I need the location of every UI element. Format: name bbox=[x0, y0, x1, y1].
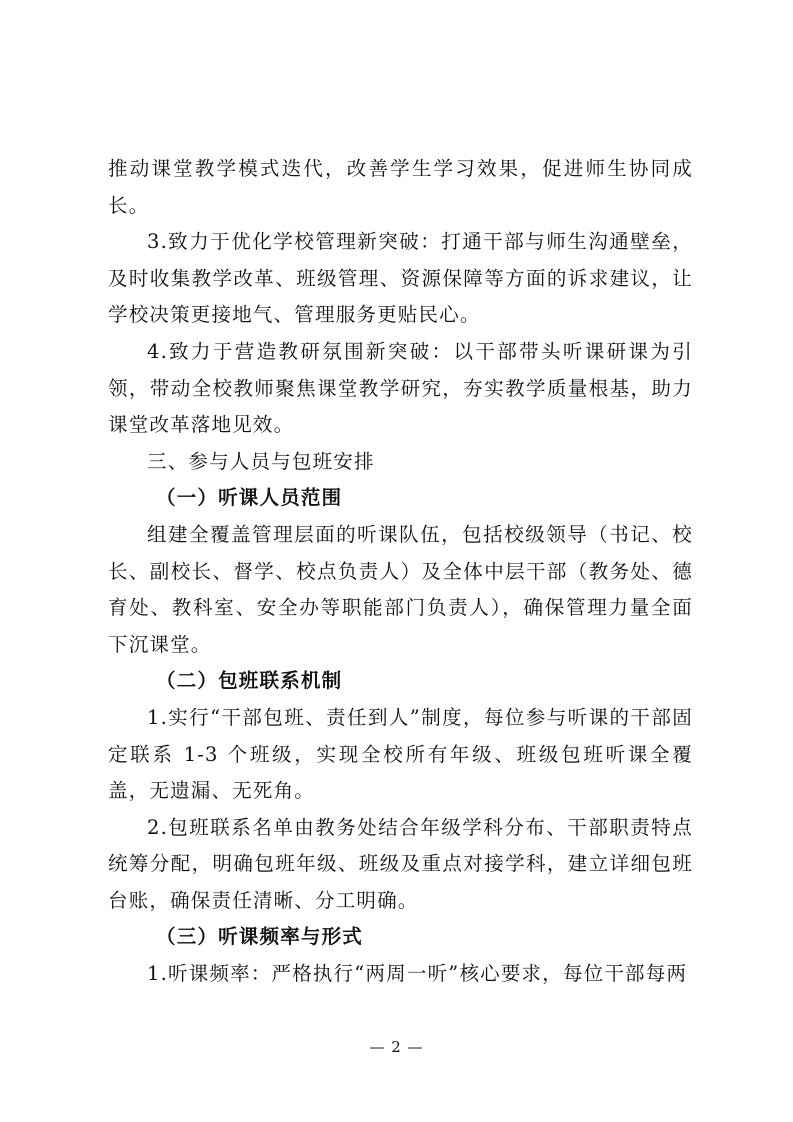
subheading-frequency-form: （三）听课频率与形式 bbox=[156, 925, 364, 949]
paragraph-contact-rule-2: 2.包班联系名单由教务处结合年级学科分布、干部职责特点统筹分配，明确包班年级、班级及重点对接学科，建立详细包班台账，确保责任清晰、分工明确。 bbox=[108, 815, 693, 912]
paragraph-goal-4: 4.致力于营造教研氛围新突破：以干部带头听课研课为引领，带动全校教师聚焦课堂教学研究，夯实教学质量根基，助力课堂改革落地见效。 bbox=[108, 339, 693, 437]
page-number: — 2 — bbox=[369, 1038, 424, 1056]
subheading-listening-scope: （一）听课人员范围 bbox=[156, 486, 343, 510]
section-heading-participants: 三、参与人员与包班安排 bbox=[147, 449, 375, 473]
paragraph-frequency-1: 1.听课频率：严格执行“两周一听”核心要求，每位干部每两 bbox=[147, 962, 688, 986]
paragraph-goal-3: 3.致力于优化学校管理新突破：打通干部与师生沟通壁垒，及时收集教学改革、班级管理、资源保障等方面的诉求建议，让学校决策更接地气、管理服务更贴民心。 bbox=[108, 230, 693, 327]
subheading-class-contact: （二）包班联系机制 bbox=[156, 669, 343, 693]
paragraph-contact-rule-1: 1.实行“干部包班、责任到人”制度，每位参与听课的干部固定联系 1-3 个班级，实现全校所有年级、班级包班听课全覆盖，无遗漏、无死角。 bbox=[108, 705, 693, 803]
document-body bbox=[108, 151, 693, 993]
paragraph-team-composition: 组建全覆盖管理层面的听课队伍，包括校级领导（书记、校长、副校长、督学、校点负责人）及全体中层干部（教务处、德育处、教科室、安全办等职能部门负责人），确保管理力量全面下沉课堂。 bbox=[108, 522, 693, 656]
paragraph-continued: 推动课堂教学模式迭代，改善学生学习效果，促进师生协同成长。 bbox=[108, 157, 693, 217]
